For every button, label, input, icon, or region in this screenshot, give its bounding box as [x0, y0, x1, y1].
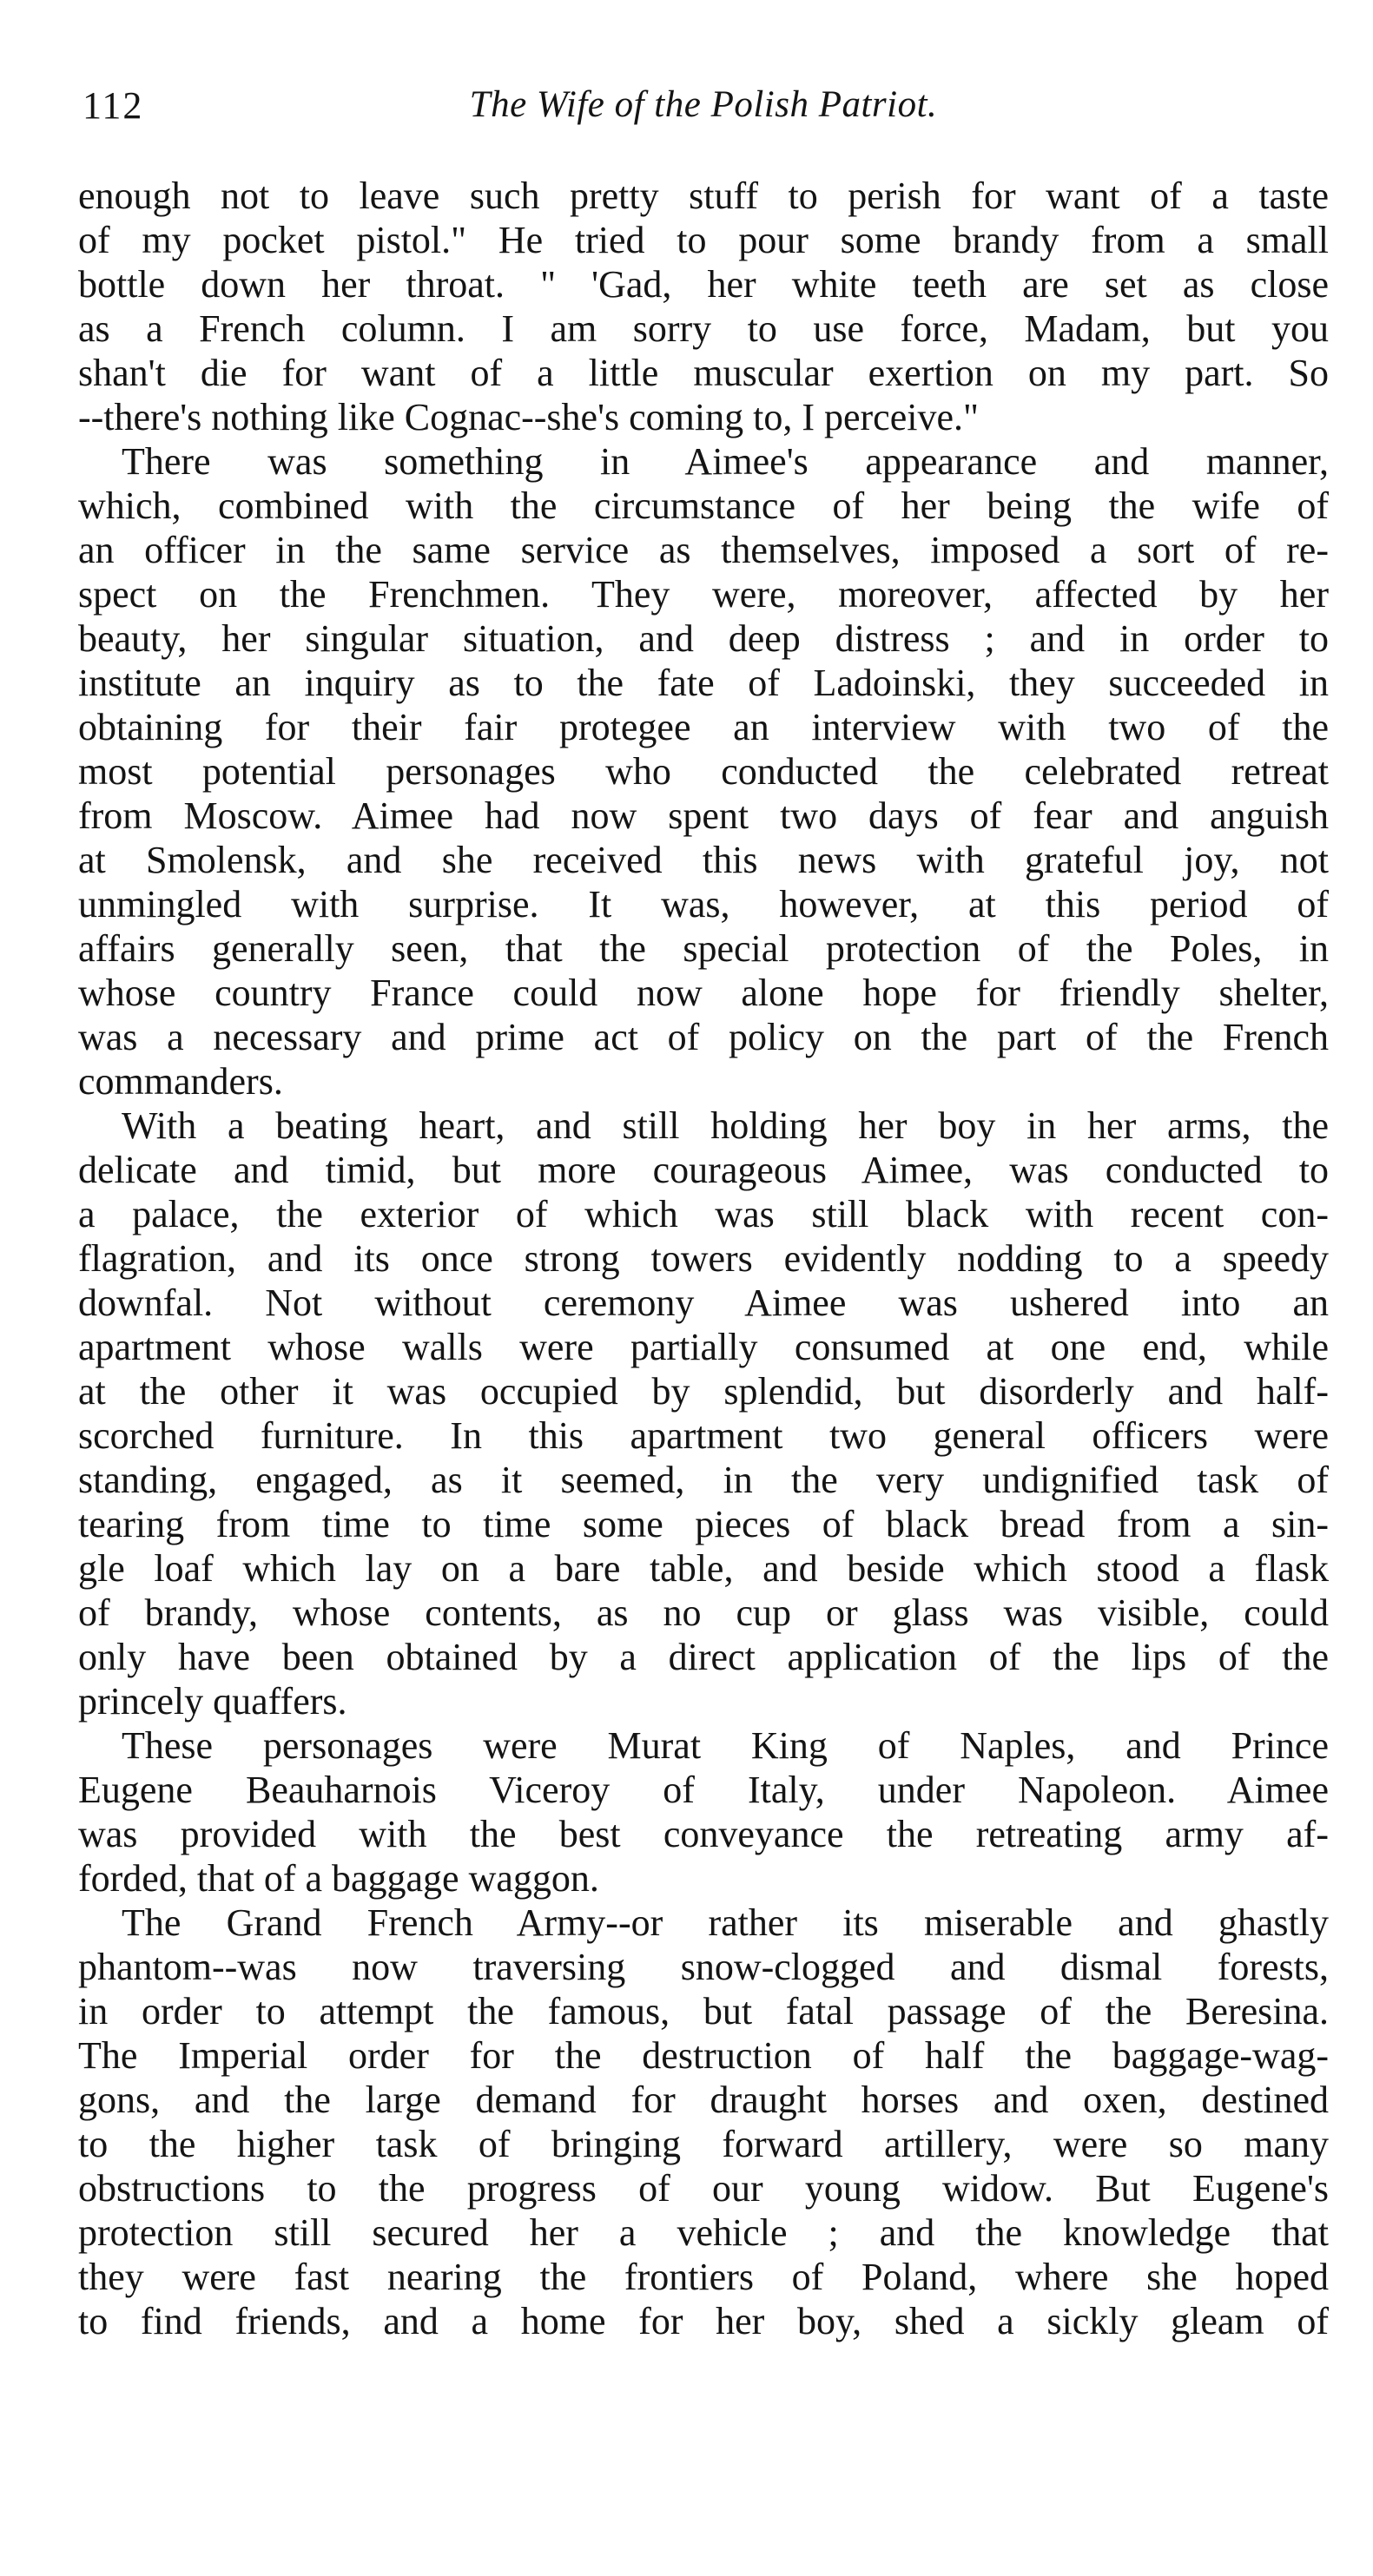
- text-line: Eugene Beauharnois Viceroy of Italy, under Napoleon. Aimee: [78, 1769, 1329, 1811]
- text-line: unmingled with surprise. It was, however, at this period of: [78, 883, 1329, 926]
- text-line: which, combined with the circumstance of her being the wife of: [78, 484, 1329, 527]
- text-line: an officer in the same service as themselves, imposed a sort of re-: [78, 529, 1329, 571]
- page-header: [83, 83, 1324, 135]
- text-line: shan't die for want of a little muscular exertion on my part. So: [78, 352, 1329, 394]
- text-line: whose country France could now alone hope for friendly shelter,: [78, 972, 1329, 1014]
- text-line: was a necessary and prime act of policy on the part of the French: [78, 1016, 1329, 1058]
- text-line: commanders.: [78, 1060, 283, 1103]
- text-line: was provided with the best conveyance the retreating army af-: [78, 1813, 1329, 1855]
- text-line: These personages were Murat King of Naples, and Prince: [122, 1724, 1329, 1767]
- text-line: bottle down her throat. " 'Gad, her white teeth are set as close: [78, 263, 1329, 306]
- text-line: There was something in Aimee's appearance and manner,: [122, 440, 1329, 483]
- text-line: they were fast nearing the frontiers of Poland, where she hoped: [78, 2256, 1329, 2298]
- text-line: institute an inquiry as to the fate of Ladoinski, they succeeded in: [78, 662, 1329, 704]
- text-line: affairs generally seen, that the special protection of the Poles, in: [78, 927, 1329, 970]
- text-line: obstructions to the progress of our young widow. But Eugene's: [78, 2167, 1329, 2210]
- text-line: --there's nothing like Cognac--she's coming to, I perceive.": [78, 396, 979, 438]
- text-line: spect on the Frenchmen. They were, moreover, affected by her: [78, 573, 1329, 616]
- text-line: apartment whose walls were partially consumed at one end, while: [78, 1326, 1329, 1368]
- text-line: flagration, and its once strong towers evidently nodding to a speedy: [78, 1237, 1329, 1280]
- text-line: scorched furniture. In this apartment two general officers were: [78, 1414, 1329, 1457]
- text-line: gle loaf which lay on a bare table, and beside which stood a flask: [78, 1547, 1329, 1590]
- text-line: only have been obtained by a direct application of the lips of the: [78, 1636, 1329, 1678]
- text-line: to the higher task of bringing forward artillery, were so many: [78, 2123, 1329, 2165]
- text-line: phantom--was now traversing snow-clogged and dismal forests,: [78, 1946, 1329, 1988]
- text-line: The Imperial order for the destruction of half the baggage-wag-: [78, 2034, 1329, 2077]
- text-line: princely quaffers.: [78, 1680, 347, 1723]
- text-line: of brandy, whose contents, as no cup or glass was visible, could: [78, 1591, 1329, 1634]
- text-line: delicate and timid, but more courageous Aimee, was conducted to: [78, 1149, 1329, 1191]
- page-number: 112: [83, 84, 144, 127]
- text-line: as a French column. I am sorry to use force, Madam, but you: [78, 307, 1329, 350]
- paragraph: [78, 439, 1329, 1104]
- text-line: beauty, her singular situation, and deep distress ; and in order to: [78, 617, 1329, 660]
- text-line: downfal. Not without ceremony Aimee was ushered into an: [78, 1281, 1329, 1324]
- text-line: protection still secured her a vehicle ; and the knowledge that: [78, 2211, 1329, 2254]
- text-line: to find friends, and a home for her boy, shed a sickly gleam of: [78, 2300, 1329, 2342]
- text-line: at Smolensk, and she received this news with grateful joy, not: [78, 839, 1329, 881]
- text-line: a palace, the exterior of which was still black with recent con-: [78, 1193, 1329, 1235]
- text-line: gons, and the large demand for draught horses and oxen, destined: [78, 2079, 1329, 2121]
- paragraph: [78, 1901, 1329, 2343]
- text-line: The Grand French Army--or rather its miserable and ghastly: [122, 1901, 1329, 1944]
- body-text: [78, 174, 1329, 2343]
- paragraph: [78, 1104, 1329, 1723]
- text-line: standing, engaged, as it seemed, in the very undignified task of: [78, 1459, 1329, 1501]
- text-line: With a beating heart, and still holding her boy in her arms, the: [122, 1104, 1329, 1147]
- text-line: of my pocket pistol." He tried to pour some brandy from a small: [78, 219, 1329, 261]
- text-line: obtaining for their fair protegee an interview with two of the: [78, 706, 1329, 748]
- text-line: most potential personages who conducted the celebrated retreat: [78, 750, 1329, 793]
- text-line: enough not to leave such pretty stuff to perish for want of a taste: [78, 175, 1329, 217]
- running-title: The Wife of the Polish Patriot.: [469, 84, 938, 125]
- text-line: in order to attempt the famous, but fatal passage of the Beresina.: [78, 1990, 1329, 2032]
- text-line: at the other it was occupied by splendid, but disorderly and half-: [78, 1370, 1329, 1413]
- text-line: from Moscow. Aimee had now spent two days of fear and anguish: [78, 794, 1329, 837]
- paragraph: [78, 1723, 1329, 1901]
- paragraph: [78, 174, 1329, 439]
- text-line: tearing from time to time some pieces of black bread from a sin-: [78, 1503, 1329, 1545]
- text-line: forded, that of a baggage waggon.: [78, 1857, 599, 1900]
